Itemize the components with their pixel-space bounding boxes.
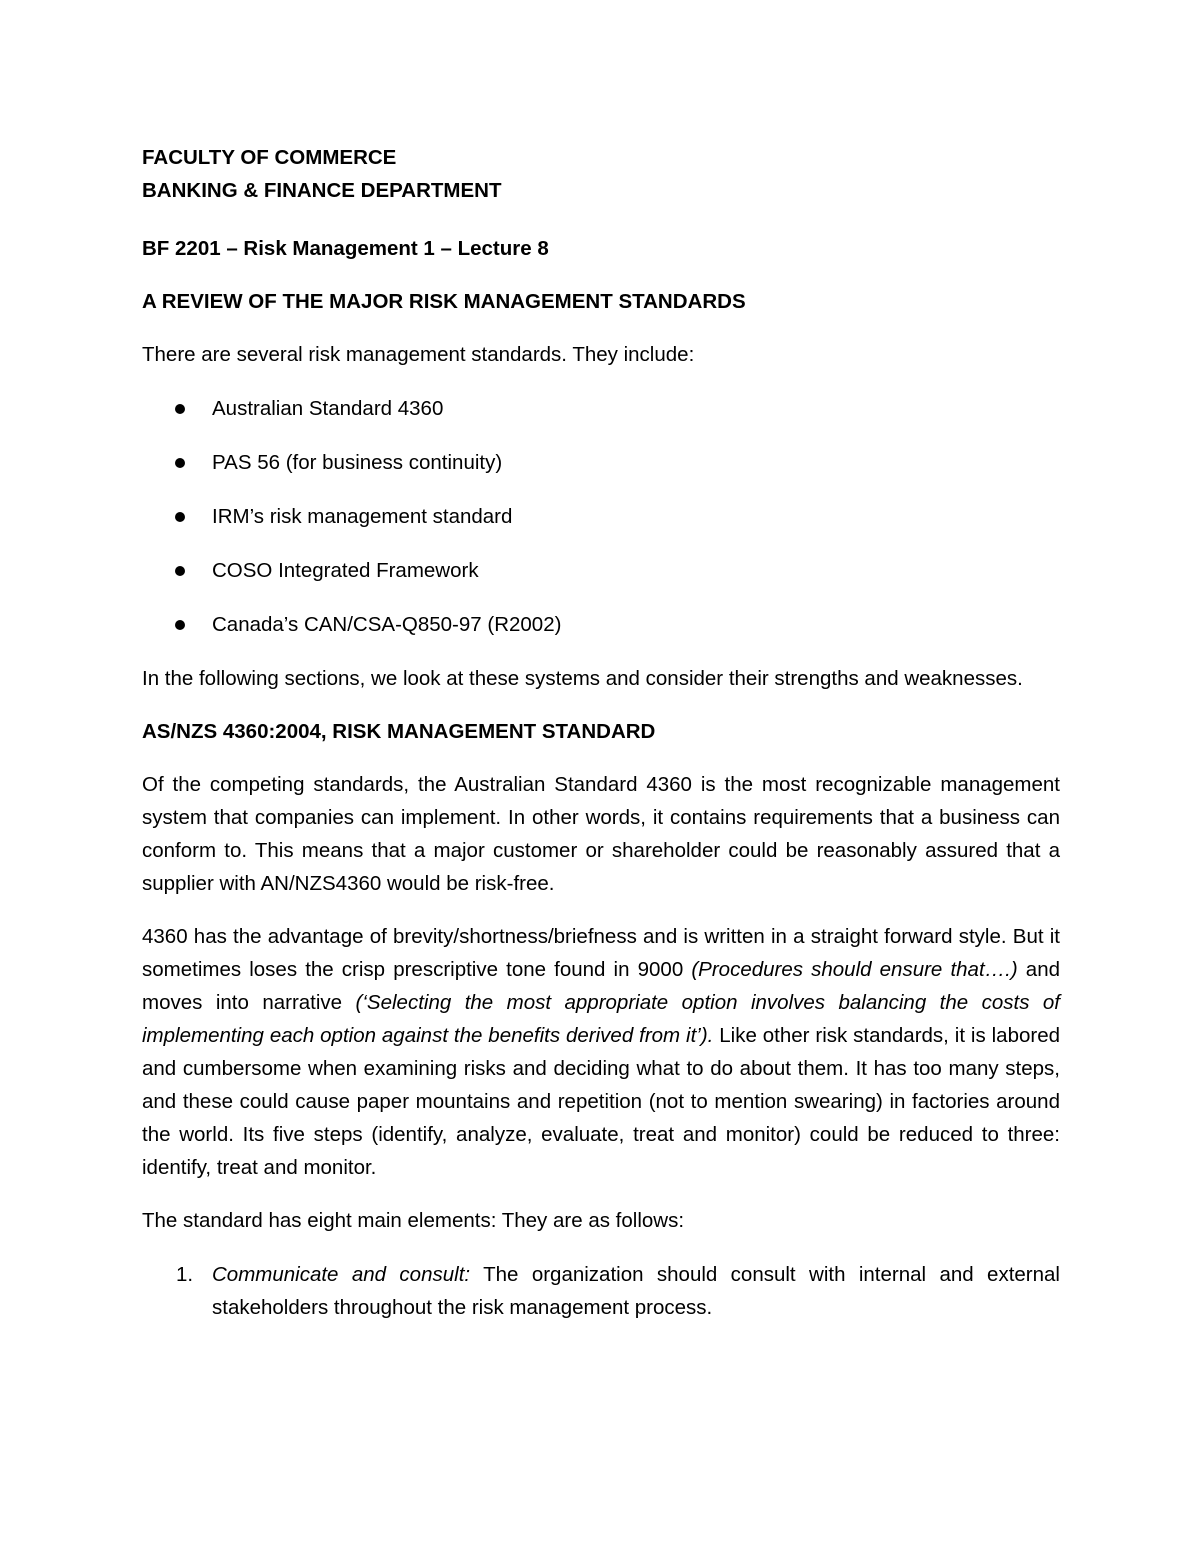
paragraph-advantages [142,920,1060,1184]
paragraph-text: Like other risk standards, it is labored and cumbersome when examining risks and deciding what to do about them. It has too many steps, and these could cause paper mountains and repetition (not to mention swearing) in factories around the world. Its five steps (identify, analyze, evaluate, treat and monitor) could be reduced to three: identify, treat and monitor. [142,1024,1060,1179]
department-title: BANKING & FINANCE DEPARTMENT [142,179,502,202]
section-heading-review: A REVIEW OF THE MAJOR RISK MANAGEMENT STANDARDS [142,290,746,313]
list-item-number: 1. [176,1263,194,1286]
element-title: Communicate and consult: [212,1263,471,1286]
bullet-icon [175,566,185,576]
list-item-label: Canada’s CAN/CSA-Q850-97 (R2002) [212,613,562,636]
list-item [142,500,1060,533]
list-item [142,1258,1060,1324]
list-item [142,554,1060,587]
bullet-icon [175,512,185,522]
standards-intro: There are several risk management standards. They include: [142,343,695,366]
document-body [142,141,1060,1324]
bullet-icon [175,404,185,414]
italic-quote: (Procedures should ensure that….) [691,958,1018,981]
list-item [142,392,1060,425]
list-item-label: IRM’s risk management standard [212,505,513,528]
paragraph-text: 4360 has the advantage of brevity/shortness/briefness and is written in a straight forward style. But it sometimes loses the crisp prescriptive tone found in 9000 [142,925,1060,981]
list-item [142,446,1060,479]
bullet-icon [175,620,185,630]
elements-intro: The standard has eight main elements: They are as follows: [142,1209,685,1232]
italic-quote: (‘Selecting the most appropriate option involves balancing the costs of implementing each option against the benefits derived from it’). [142,991,1060,1047]
course-title: BF 2201 – Risk Management 1 – Lecture 8 [142,237,549,260]
bullet-icon [175,458,185,468]
list-item-label: COSO Integrated Framework [212,559,479,582]
element-text: The organization should consult with internal and external stakeholders throughout the risk management process. [212,1263,1060,1319]
elements-list [142,1258,1060,1324]
faculty-title: FACULTY OF COMMERCE [142,146,397,169]
paragraph-recognizable: Of the competing standards, the Australian Standard 4360 is the most recognizable management system that companies can implement. In other words, it contains requirements that a business can conform to. This means that a major customer or shareholder could be reasonably assured that a supplier with AN/NZS4360 would be risk-free. [142,773,1060,895]
list-item-label: Australian Standard 4360 [212,397,444,420]
paragraph-text: and moves into narrative [142,958,1060,1014]
standards-list [142,392,1060,641]
standards-outro: In the following sections, we look at these systems and consider their strengths and weaknesses. [142,667,1023,690]
section-heading-asnzs: AS/NZS 4360:2004, RISK MANAGEMENT STANDARD [142,720,656,743]
list-item-label: PAS 56 (for business continuity) [212,451,503,474]
list-item [142,608,1060,641]
